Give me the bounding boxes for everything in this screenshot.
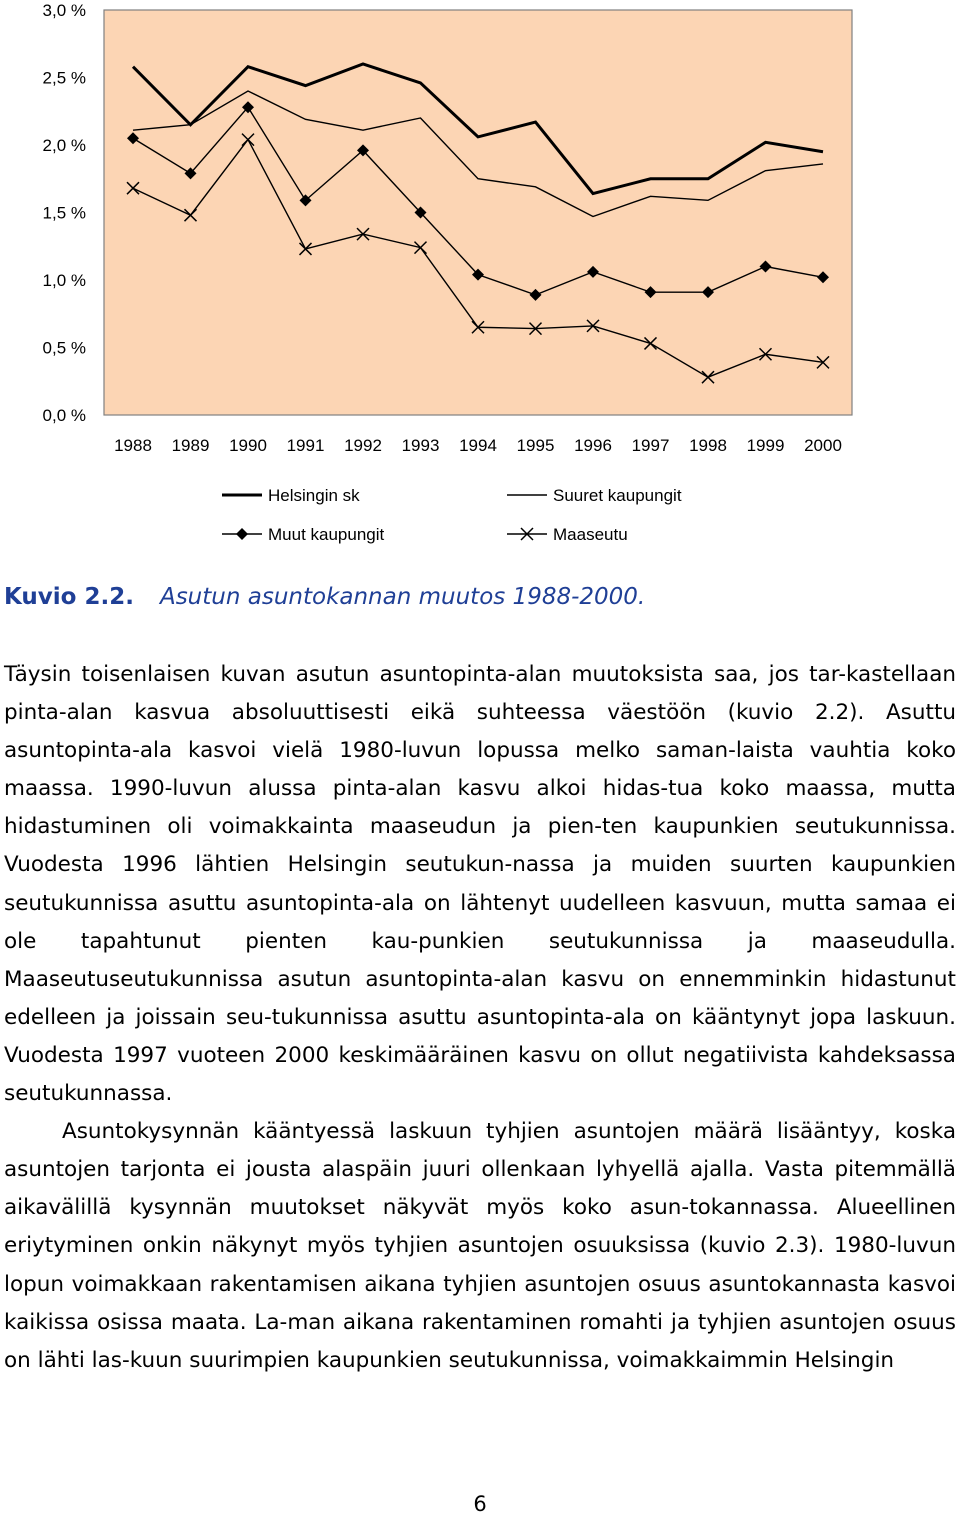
legend-entry (222, 525, 385, 544)
legend-entry (507, 525, 628, 544)
text-line: tyhjien asuntojen osuus asuntokannasta kasvoi kaikissa osissa maata. La- (4, 1271, 956, 1335)
x-tick-label: 1993 (401, 436, 440, 455)
text-line: kastellaan pinta-alan kasvua absoluuttisesti eikä suhteessa väestöön (kuvio (4, 662, 956, 726)
y-tick-label: 2,0 % (42, 136, 86, 155)
legend-label: Helsingin sk (268, 486, 360, 505)
text-line: on lähtenyt uudelleen kasvuun, mutta samaa ei ole tapahtunut pienten kau- (4, 890, 957, 954)
x-tick-label: 1999 (746, 436, 785, 455)
x-tick-label: 2000 (804, 436, 842, 455)
x-tick-label: 1990 (229, 436, 267, 455)
body-text (4, 656, 956, 1380)
legend-label: Suuret kaupungit (553, 486, 682, 505)
text-line: Täysin toisenlaisen kuvan asutun asuntopinta-alan muutoksista saa, jos tar- (4, 662, 846, 687)
text-line: 2.2). Asuttu asuntopinta-ala kasvoi vielä 1980-luvun lopussa melko saman- (4, 700, 957, 764)
text-line: punkien seutukunnissa ja maaseudulla. Maaseutuseutukunnissa asutun (4, 928, 956, 992)
x-tick-label: 1991 (286, 436, 325, 455)
text-line: man aikana rakentaminen romahti ja tyhjien asuntojen osuus on lähti las- (4, 1309, 957, 1373)
page-number: 6 (473, 1492, 487, 1516)
paragraph-1 (4, 656, 956, 1113)
x-tick-label: 1998 (689, 436, 727, 455)
x-tick-label: 1995 (516, 436, 555, 455)
text-line: 1997 vuoteen 2000 keskimääräinen kasvu on ollut negatiivista kahdeksassa (113, 1042, 956, 1068)
legend-label: Muut kaupungit (268, 525, 385, 544)
text-line: Vasta pitemmällä aikavälillä kysynnän muutokset näkyvät myös koko asun- (4, 1157, 956, 1221)
figure-caption (4, 584, 956, 610)
x-tick-label: 1996 (574, 436, 612, 455)
x-tick-label: 1997 (631, 436, 670, 455)
y-tick-label: 0,0 % (42, 406, 86, 425)
caption-text: Asutun asuntokannan muutos 1988-2000. (159, 584, 646, 610)
plot-area (104, 10, 852, 415)
text-line: asuntopinta-alan kasvu on ennemminkin hidastunut edelleen ja joissain seu- (4, 966, 956, 1030)
line-chart (0, 0, 960, 560)
text-line: laista vauhtia koko maassa. 1990-luvun alussa pinta-alan kasvu alkoi hidas- (4, 738, 956, 802)
y-tick-label: 1,0 % (42, 271, 86, 290)
y-tick-label: 3,0 % (42, 1, 86, 20)
legend-label: Maaseutu (553, 525, 628, 544)
text-line: ten kaupunkien seutukunnissa. Vuodesta 1996 lähtien Helsingin seutukun- (4, 814, 957, 878)
text-line: osuuksissa (kuvio 2.3). 1980-luvun lopun voimakkaan rakentamisen aikana (4, 1233, 957, 1297)
y-tick-label: 1,5 % (42, 203, 86, 223)
text-line: nassa ja muiden suurten kaupunkien seutukunnissa asuttu asuntopinta-ala (4, 852, 957, 916)
x-tick-label: 1994 (459, 436, 497, 455)
x-tick-label: 1989 (171, 436, 210, 455)
text-line: seutukunnassa. (4, 1081, 173, 1107)
text-line: tokannassa. Alueellinen eriytyminen onkin näkynyt myös tyhjien asuntojen (4, 1195, 956, 1259)
text-line: tua koko maassa, mutta hidastuminen oli voimakkainta maaseudun ja pien- (4, 776, 956, 840)
caption-number: Kuvio 2.2. (4, 584, 134, 610)
text-line: koska asuntojen tarjonta ei jousta alaspäin juuri ollenkaan lyhyellä ajalla. (4, 1119, 956, 1183)
paragraph-2 (4, 1113, 956, 1380)
legend-entry (507, 486, 682, 505)
y-tick-label: 0,5 % (42, 338, 86, 358)
data-point-diamond (236, 528, 248, 540)
legend-entry (222, 486, 360, 505)
x-tick-label: 1992 (344, 436, 382, 455)
text-line: tukunnissa asuttu asuntopinta-ala on kääntynyt jopa laskuun. Vuodesta (4, 1004, 957, 1068)
x-tick-label: 1988 (114, 436, 152, 455)
y-tick-label: 2,5 % (42, 68, 86, 88)
text-line: Asuntokysynnän kääntyessä laskuun tyhjien asuntojen määrä lisääntyy, (62, 1119, 881, 1145)
text-line: kuun suurimpien kaupunkien seutukunnissa, voimakkaimmin Helsingin (129, 1347, 895, 1373)
